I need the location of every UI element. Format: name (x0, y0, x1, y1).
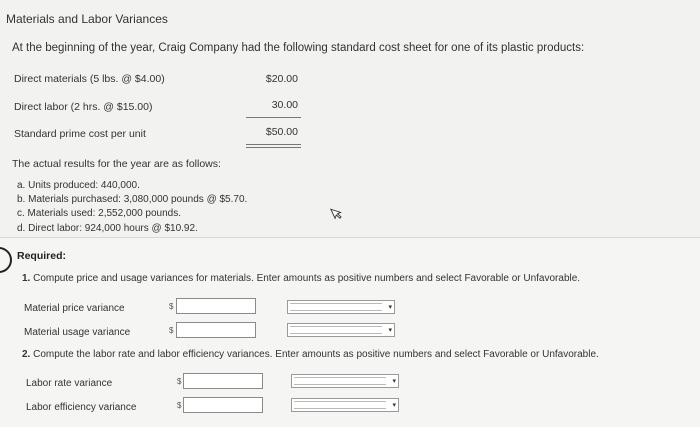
page-title: Materials and Labor Variances (6, 12, 168, 26)
total-double-rule-top (246, 144, 301, 145)
chevron-down-icon: ▾ (392, 402, 396, 409)
required-title: Required: (17, 250, 67, 262)
part2-number: 2. (22, 349, 31, 360)
actual-results-heading: The actual results for the year are as follows: (12, 158, 221, 170)
material-price-variance-label: Material price variance (24, 303, 125, 314)
currency-symbol: $ (169, 302, 174, 311)
labor-rate-variance-label: Labor rate variance (26, 378, 113, 389)
material-price-variance-select[interactable] (287, 300, 395, 314)
total-double-rule-bottom (246, 147, 301, 148)
actual-item-d: d. Direct labor: 924,000 hours @ $10.92. (17, 223, 198, 234)
currency-symbol: $ (169, 326, 174, 335)
cost-row-value-labor: 30.00 (271, 99, 298, 111)
labor-efficiency-variance-select[interactable] (291, 398, 399, 412)
select-value (290, 326, 382, 334)
cost-row-value-total: $50.00 (265, 126, 298, 138)
labor-rate-variance-input[interactable] (183, 373, 263, 389)
actual-item-c: c. Materials used: 2,552,000 pounds. (17, 208, 181, 219)
subtotal-rule (246, 117, 301, 118)
problem-intro: At the beginning of the year, Craig Company had the following standard cost sheet for one of its plastic products: (12, 42, 585, 54)
cost-row-label-materials: Direct materials (5 lbs. @ $4.00) (14, 73, 165, 85)
labor-rate-variance-select[interactable] (291, 374, 399, 388)
select-value (294, 377, 386, 385)
chevron-down-icon: ▾ (388, 304, 392, 311)
chevron-down-icon: ▾ (392, 378, 396, 385)
material-usage-variance-label: Material usage variance (24, 327, 131, 338)
cost-row-label-labor: Direct labor (2 hrs. @ $15.00) (14, 101, 153, 113)
cost-row-label-total: Standard prime cost per unit (14, 128, 146, 140)
cursor-icon (330, 206, 344, 220)
part2-instructions (22, 349, 599, 360)
part2-text: Compute the labor rate and labor efficiency variances. Enter amounts as positive numbers and select Favorable or Unfavorable. (33, 349, 599, 360)
part1-number: 1. (22, 273, 31, 284)
material-usage-variance-select[interactable] (287, 323, 395, 337)
labor-efficiency-variance-label: Labor efficiency variance (26, 402, 137, 413)
select-value (290, 303, 382, 311)
material-price-variance-input[interactable] (176, 298, 256, 314)
actual-item-b: b. Materials purchased: 3,080,000 pounds @ $5.70. (17, 194, 248, 205)
chevron-down-icon: ▾ (388, 327, 392, 334)
labor-efficiency-variance-input[interactable] (183, 397, 263, 413)
select-value (294, 401, 386, 409)
currency-symbol: $ (177, 401, 182, 410)
currency-symbol: $ (177, 377, 182, 386)
actual-item-a: a. Units produced: 440,000. (17, 180, 140, 191)
material-usage-variance-input[interactable] (176, 322, 256, 338)
part1-instructions (22, 273, 580, 284)
cost-row-value-materials: $20.00 (265, 73, 298, 85)
part1-text: Compute price and usage variances for materials. Enter amounts as positive numbers and select Favorable or Unfavorable. (33, 273, 581, 284)
